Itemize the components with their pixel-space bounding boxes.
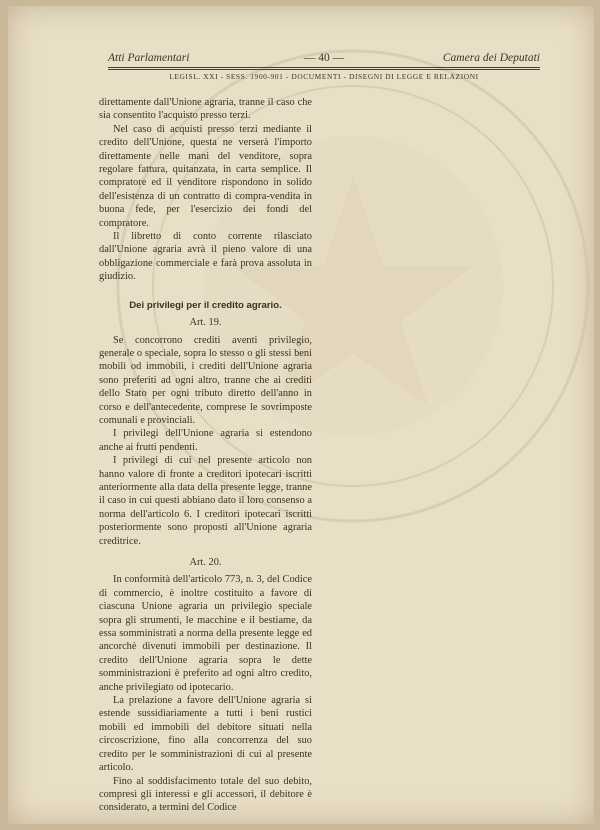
paragraph: Se concorrono crediti aventi privilegio, generale o speciale, sopra lo stesso o gli stessi beni mobili od immobili, i crediti dell'Unione agraria sono preferiti ad ogni altro, tranne che ai crediti dello Stato per ogni tributo diretto dell'anno in corso e dell'antecedente, comprese le sovrimposte comunali e provinciali. — [99, 334, 312, 426]
document-page — [8, 6, 594, 824]
paragraph: Il libretto di conto corrente rilasciato dall'Unione agraria avrà il pieno valore di una obbligazione commerciale e farà prova assoluta in giudizio. — [99, 231, 312, 283]
section-title: Dei privilegi per il credito agrario. — [129, 299, 282, 311]
paragraph: I privilegi dell'Unione agraria si estendono anche ai frutti pendenti. — [99, 428, 312, 453]
paragraph: direttamente dall'Unione agraria, tranne il caso che sia consentito l'acquisto presso terzi. — [99, 97, 312, 122]
article-heading: Art. 20. — [189, 557, 222, 568]
page-number: — 40 — — [303, 52, 345, 64]
paragraph: I privilegi di cui nel presente articolo non hanno valore di fronte a creditori ipotecari iscritti anteriormente alla data della presente legge, tranne il caso in cui questi abbiano dato il loro consenso a norma dell'articolo 6. I creditori ipotecari iscritti posteriormente sono proposti all'Unione agraria creditrice. — [99, 455, 312, 547]
article-heading: Art. 19. — [189, 317, 222, 329]
header-left: Atti Parlamentari — [108, 52, 190, 64]
paragraph: La prelazione a favore dell'Unione agraria si estende sussidiariamente a tutti i beni rustici mobili ed immobili del debitore situati nella circoscrizione, fino alla concorrenza del suo credito per le somministrazioni di cui al presente articolo. — [99, 695, 312, 774]
subheader: LEGISL. XXI - SESS. 1900-901 - DOCUMENTI - DISEGNI DI LEGGE E RELAZIONI — [169, 72, 479, 81]
header-right: Camera dei Deputati — [442, 52, 540, 64]
text-column — [99, 96, 312, 815]
header-rule-bottom — [108, 69, 540, 70]
running-header — [108, 52, 540, 66]
paragraph: In conformità dell'articolo 773, n. 3, del Codice di commercio, è inoltre costituito a favore di ciascuna Unione agraria un privilegio speciale sopra gli strumenti, le macchine e il bestiame, da essa somministrati a norma della presente legge ed ancorchè divenuti immobili per destinazione. Il credito dell'Unione agraria sopra le dette somministrazioni è preferito ad ogni altro credito, anche privilegiato od ipotecario. — [99, 574, 312, 693]
paragraph: Fino al soddisfacimento totale del suo debito, compresi gli interessi e gli accessori, il debitore è considerato, a termini del Codice — [99, 775, 312, 814]
paragraph: Nel caso di acquisti presso terzi mediante il credito dell'Unione, questa ne verserà l'importo direttamente nelle mani del venditore, sopra regolare fattura, quitanzata, in carta semplice. Il compratore ed il venditore rispondono in solido dell'esistenza di un contratto di compra-vendita in buona fede, per l'esercizio dei fondi del compratore. — [99, 123, 312, 229]
header-rule-top — [108, 67, 540, 68]
